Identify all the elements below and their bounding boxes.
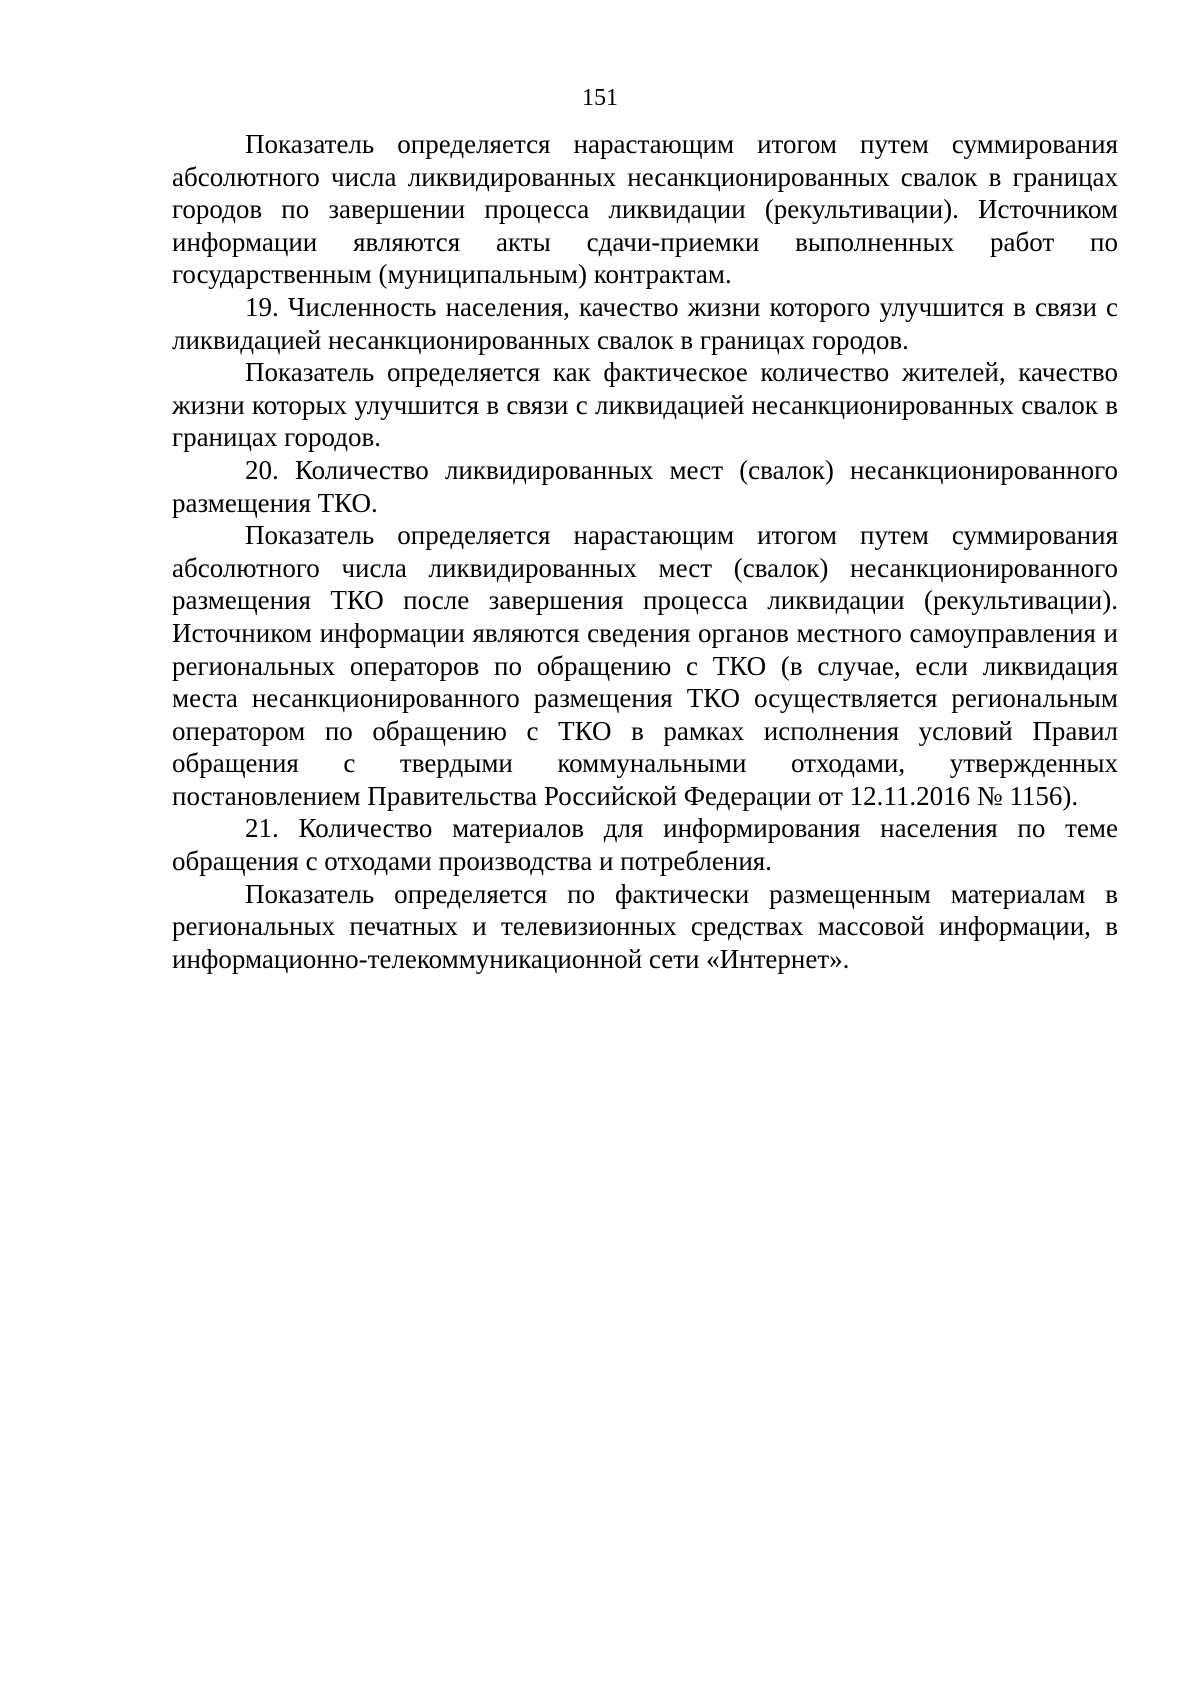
page-number: 151 bbox=[582, 85, 618, 111]
paragraph-indicator-19-title: 19. Численность населения, качество жизни которого улучшится в связи с ликвидацией несанкционированных свалок в границах городов. bbox=[172, 291, 1118, 355]
paragraph-indicator-20-title: 20. Количество ликвидированных мест (свалок) несанкционированного размещения ТКО. bbox=[172, 454, 1118, 518]
paragraph-indicator-18-method: Показатель определяется нарастающим итогом путем суммирования абсолютного числа ликвидированных несанкционированных свалок в границах городов по завершении процесса ликвидации (рекультивации). Источником информации являются акты сдачи-приемки выполненных работ по государственным (муниципальным) контрактам. bbox=[172, 129, 1118, 290]
paragraph-indicator-20-method: Показатель определяется нарастающим итогом путем суммирования абсолютного числа ликвидированных мест (свалок) несанкционированного размещения ТКО после завершения процесса ликвидации (рекультивации). Источником информации являются сведения органов местного самоуправления и региональных операторов по обращению с ТКО (в случае, если ликвидация места несанкционированного размещения ТКО осуществляется региональным оператором по обращению с ТКО в рамках исполнения условий Правил обращения с твердыми коммунальными отходами, утвержденных постановлением Правительства Российской Федерации от 12.11.2016 № 1156). bbox=[172, 520, 1118, 811]
paragraph-indicator-21-title: 21. Количество материалов для информирования населения по теме обращения с отходами производства и потребления. bbox=[172, 813, 1118, 877]
paragraph-indicator-19-method: Показатель определяется как фактическое количество жителей, качество жизни которых улучшится в связи с ликвидацией несанкционированных свалок в границах городов. bbox=[172, 357, 1118, 453]
paragraph-indicator-21-method: Показатель определяется по фактически размещенным материалам в региональных печатных и телевизионных средствах массовой информации, в информационно-телекоммуникационной сети «Интернет». bbox=[172, 878, 1118, 974]
document-body bbox=[172, 128, 1118, 975]
